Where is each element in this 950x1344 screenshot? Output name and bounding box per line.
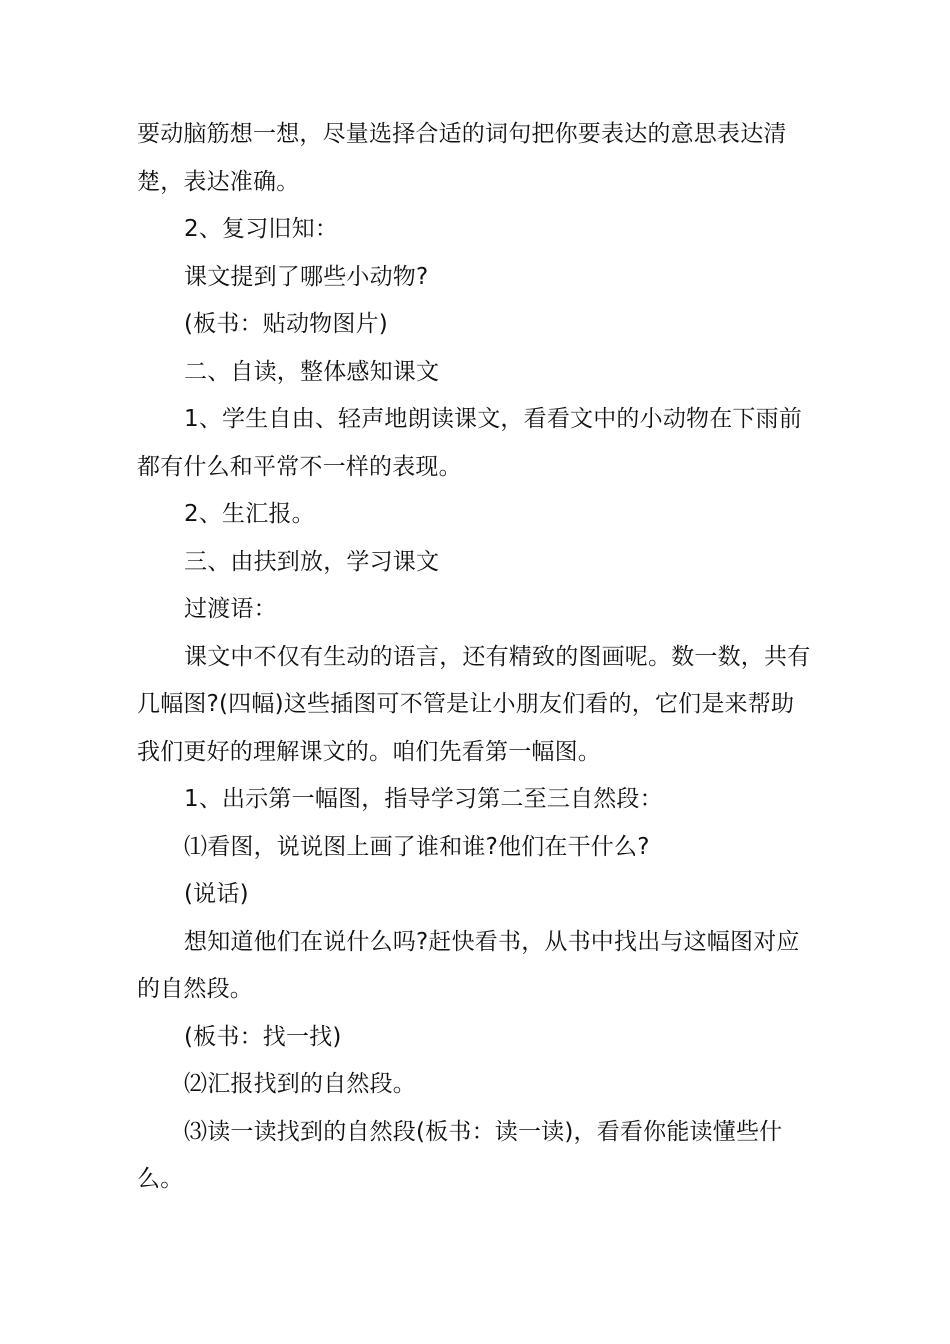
paragraph-9: 过渡语： — [184, 596, 277, 622]
section-heading-2: 二、自读，整体感知课文 — [184, 358, 440, 385]
paragraph-2: 2、复习旧知： — [184, 216, 339, 242]
paragraph-7: 2、生汇报。 — [184, 501, 315, 527]
document-body — [137, 111, 817, 1204]
paragraph-16: ⑵汇报找到的自然段。 — [184, 1071, 416, 1097]
paragraph-13: (说话) — [184, 881, 249, 907]
paragraph-10: 课文中不仅有生动的语言，还有精致的图画呢。数一数，共有几幅图?(四幅)这些插图可不管是让小朋友们看的，它们是来帮助我们更好的理解课文的。咱们先看第一幅图。 — [137, 643, 811, 765]
paragraph-1: 要动脑筋想一想，尽量选择合适的词句把你要表达的意思表达清楚，表达准确。 — [137, 121, 787, 195]
paragraph-11: 1、出示第一幅图，指导学习第二至三自然段： — [184, 786, 663, 812]
paragraph-17: ⑶读一读找到的自然段(板书：读一读)，看看你能读懂些什么。 — [137, 1118, 783, 1192]
paragraph-14: 想知道他们在说什么吗?赶快看书，从书中找出与这幅图对应的自然段。 — [137, 928, 800, 1002]
paragraph-3: 课文提到了哪些小动物? — [184, 263, 429, 290]
section-heading-3: 三、由扶到放，学习课文 — [184, 548, 440, 575]
paragraph-12: ⑴看图，说说图上画了谁和谁?他们在干什么? — [184, 833, 650, 860]
paragraph-6: 1、学生自由、轻声地朗读课文，看看文中的小动物在下雨前都有什么和平常不一样的表现。 — [137, 406, 803, 480]
paragraph-15: (板书：找一找) — [184, 1023, 342, 1050]
paragraph-4: (板书：贴动物图片) — [184, 311, 388, 337]
